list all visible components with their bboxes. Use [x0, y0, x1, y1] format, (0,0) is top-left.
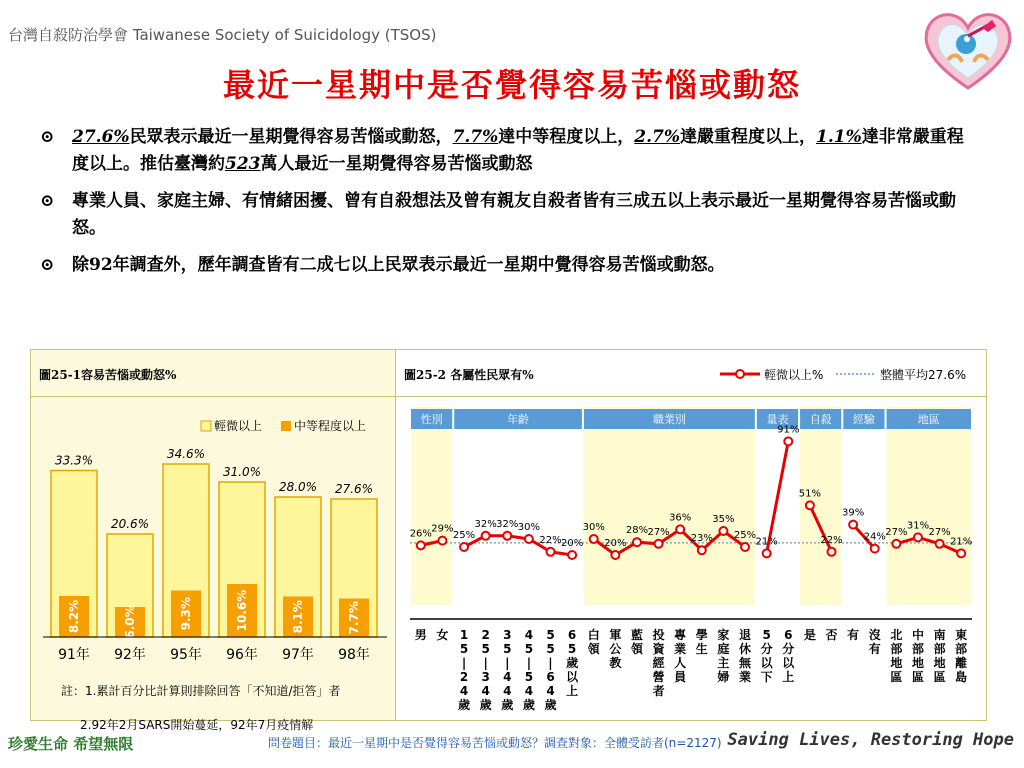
data-label: 32%: [474, 518, 497, 530]
data-point: [763, 549, 771, 557]
bullet-text-run: 達非常嚴重程度以上。推估臺灣約: [72, 127, 964, 174]
category-label: 地: [933, 656, 946, 670]
tsos-logo: [918, 6, 1018, 94]
category-label: 4: [459, 684, 469, 698]
category-label: 軍: [609, 628, 622, 642]
data-label: 31.0%: [222, 465, 262, 479]
category-label: 營: [652, 670, 665, 684]
legend-marker-swatch: [736, 370, 744, 378]
category-label: 家: [717, 628, 730, 642]
data-label: 25%: [733, 530, 757, 541]
stat-value: 27.6%: [72, 127, 130, 147]
bullet-text-run: 達嚴重程度以上，: [680, 127, 817, 147]
category-label: 分: [760, 642, 773, 656]
group-header-label: 年齡: [507, 413, 530, 426]
data-label: 7.7%: [347, 601, 361, 635]
data-label: 27%: [885, 526, 908, 538]
category-label: 3: [503, 628, 512, 642]
category-label: 歲: [566, 656, 579, 670]
category-label: |: [526, 656, 532, 670]
data-label: 34.6%: [166, 447, 206, 461]
category-label: 主: [717, 656, 730, 670]
data-label: 20%: [560, 538, 584, 549]
category-label: 歲: [458, 698, 471, 712]
organization-header: 台灣自殺防治學會 Taiwanese Society of Suicidology (TSOS): [8, 26, 437, 44]
category-label: 下: [760, 670, 773, 684]
bullet-text: 除92年調查外，歷年調查皆有二成七以上民眾表示最近一星期中覺得容易苦惱或動怒。: [72, 255, 725, 275]
data-label: 26%: [409, 528, 432, 540]
data-label: 27%: [928, 526, 951, 538]
data-point: [784, 437, 792, 445]
category-label: 公: [609, 642, 622, 656]
page-title: 最近一星期中是否覺得容易苦惱或動怒: [222, 66, 801, 104]
data-point: [914, 533, 922, 541]
category-label: 部: [911, 642, 924, 656]
data-point: [936, 540, 944, 548]
data-label: 33.3%: [54, 453, 94, 468]
data-point: [438, 537, 446, 545]
category-label: 沒: [868, 628, 881, 642]
data-label: 22%: [539, 534, 562, 546]
category-label: |: [505, 656, 510, 670]
data-point: [611, 551, 619, 559]
category-label: 有: [847, 628, 860, 642]
category-label: 生: [695, 642, 708, 656]
data-point: [460, 543, 468, 551]
category-label: 5: [546, 642, 555, 656]
bullet-point: [40, 252, 970, 279]
category-label: 休: [739, 642, 752, 656]
data-point: [525, 535, 533, 543]
data-point: [568, 551, 576, 559]
category-label: 5: [524, 670, 534, 684]
category-label: 東: [955, 628, 968, 642]
data-point: [806, 501, 814, 509]
category-label: 6: [567, 628, 577, 642]
category-label: 2: [481, 628, 490, 642]
legend-swatch-orange: [281, 421, 291, 431]
data-label: 23%: [690, 533, 713, 545]
category-label: 否: [825, 628, 838, 642]
category-label: 員: [674, 670, 687, 684]
category-label: 6: [546, 670, 555, 684]
category-label: 2: [459, 670, 469, 684]
category-label: 是: [803, 628, 816, 642]
survey-question: 問卷題目：最近一星期中是否覺得容易苦惱或動怒？調查對象：全體受訪者(n=2127): [268, 736, 722, 750]
data-label: 24%: [863, 531, 886, 543]
category-label: 部: [955, 642, 968, 656]
data-point: [503, 532, 511, 540]
category-label: 離: [955, 656, 968, 670]
category-label: 分: [782, 642, 795, 656]
category-label: 1: [459, 628, 469, 642]
category-label: 專: [674, 628, 687, 642]
legend-swatch-light: [201, 421, 211, 431]
bullet-marker: ⊙: [40, 127, 55, 147]
data-label: 51%: [798, 488, 822, 500]
category-label: 98年: [338, 647, 370, 663]
category-label: 4: [503, 670, 512, 684]
category-label: 資: [652, 642, 665, 656]
data-point: [849, 521, 857, 529]
category-label: 教: [609, 656, 622, 670]
data-label: 10.6%: [235, 589, 249, 632]
data-label: 27%: [647, 526, 670, 538]
group-header-label: 職業別: [652, 413, 686, 426]
category-label: 5: [503, 642, 512, 656]
category-label: 91年: [58, 647, 90, 663]
data-label: 20.6%: [110, 517, 150, 531]
category-label: 有: [868, 642, 881, 656]
footer-slogan: 珍愛生命 希望無限: [8, 735, 134, 753]
category-label: 5: [481, 642, 490, 656]
data-label: 21%: [950, 536, 973, 548]
category-label: 4: [524, 684, 534, 698]
legend-avg-label: 整體平均27.6%: [880, 368, 967, 382]
data-label: 91%: [777, 424, 800, 436]
heart-logo-icon: [918, 6, 1018, 94]
category-label: 投: [652, 628, 665, 642]
category-label: 以: [760, 656, 773, 670]
data-point: [698, 546, 706, 554]
category-label: 南: [933, 628, 946, 642]
bullet-text: [72, 124, 970, 178]
bullet-text: 專業人員、家庭主婦、有情緒困擾、曾有自殺想法及曾有親友自殺者皆有三成五以上表示最近一星期覺得容易苦惱或動怒。: [72, 191, 956, 238]
category-label: 以: [782, 656, 795, 670]
category-label: 地: [911, 656, 924, 670]
category-label: 庭: [717, 642, 730, 656]
category-label: 區: [911, 670, 924, 684]
category-label: 上: [566, 684, 579, 698]
stat-value: 1.1%: [816, 127, 862, 147]
data-point: [719, 527, 727, 535]
bullet-text-run: 民眾表示最近一星期覺得容易苦惱或動怒，: [129, 127, 453, 147]
bullet-marker: ⊙: [40, 191, 55, 211]
category-label: 退: [739, 628, 752, 642]
category-label: 男: [414, 628, 427, 642]
category-label: 地: [890, 656, 903, 670]
category-label: |: [548, 656, 553, 670]
category-label: 業: [674, 642, 687, 656]
group-shade: [584, 407, 755, 605]
category-label: |: [461, 656, 467, 670]
category-label: 藍: [630, 628, 643, 642]
data-label: 6.0%: [123, 605, 137, 639]
category-label: 區: [890, 670, 903, 684]
data-point: [633, 538, 641, 546]
bullet-point: [40, 188, 970, 242]
category-label: 區: [933, 670, 946, 684]
category-label: 歲: [501, 698, 514, 712]
line-chart-legend: [718, 366, 978, 386]
category-label: 97年: [282, 647, 314, 663]
chart-note-continued: 2.92年2月SARS開始蔓延，92年7月疫情解: [80, 718, 314, 732]
category-label: 部: [890, 642, 903, 656]
group-shade: [411, 407, 452, 605]
footer-tagline: Saving Lives, Restoring Hope: [727, 730, 1014, 750]
line-chart: [396, 397, 986, 720]
category-label: 部: [933, 642, 946, 656]
data-label: 8.1%: [291, 600, 305, 634]
data-label: 30%: [517, 522, 541, 533]
category-label: 上: [782, 670, 795, 684]
category-label: 人: [674, 656, 687, 670]
bullet-text-run: 萬人最近一星期覺得容易苦惱或動怒: [260, 154, 533, 174]
data-label: 20%: [604, 538, 627, 549]
bar-chart: [31, 397, 395, 720]
category-label: 6: [784, 628, 793, 642]
data-label: 36%: [669, 512, 692, 524]
data-point: [871, 545, 879, 553]
data-point: [892, 540, 900, 548]
group-header-label: 量表: [766, 413, 789, 426]
data-label: 27.6%: [334, 482, 374, 496]
group-header-label: 性別: [420, 413, 443, 426]
category-label: 經: [652, 656, 665, 670]
data-label: 29%: [431, 523, 454, 535]
bullet-point: [40, 124, 970, 178]
legend-label: 輕微以上: [214, 419, 263, 433]
data-label: 21%: [755, 536, 778, 548]
data-point: [482, 532, 490, 540]
category-label: 北: [890, 628, 903, 642]
category-label: 95年: [170, 647, 202, 663]
line-chart-panel: [395, 349, 987, 721]
data-point: [828, 548, 836, 556]
data-label: 8.2%: [67, 599, 81, 634]
line-chart-title: 圖25-2 各屬性民眾有%: [404, 368, 534, 382]
category-label: 中: [911, 628, 924, 642]
data-point: [676, 525, 684, 533]
category-label: 5: [459, 642, 469, 656]
data-label: 22%: [820, 534, 843, 546]
chart-note: 註：1.累計百分比計算則排除回答「不知道/拒答」者: [61, 684, 341, 698]
category-label: 4: [503, 684, 512, 698]
data-label: 32%: [496, 518, 519, 530]
category-label: |: [483, 656, 488, 670]
category-label: 5: [762, 628, 771, 642]
category-label: 4: [524, 628, 534, 642]
category-label: 5: [567, 642, 577, 656]
bar-legend: [201, 418, 366, 433]
category-label: 歲: [522, 698, 535, 712]
stat-value: 523: [225, 154, 261, 174]
category-label: 歲: [544, 698, 557, 712]
category-label: 以: [566, 670, 579, 684]
group-header-label: 自殺: [809, 413, 832, 426]
bar-chart-title: 圖25-1容易苦惱或動怒%: [39, 368, 177, 382]
data-point: [957, 549, 965, 557]
stat-value: 2.7%: [634, 127, 681, 147]
category-label: 者: [652, 684, 665, 698]
category-label: 92年: [114, 647, 146, 663]
data-label: 25%: [452, 530, 476, 541]
category-label: 白: [587, 628, 600, 642]
data-point: [655, 540, 663, 548]
category-label: 島: [955, 670, 968, 684]
category-label: 3: [481, 670, 490, 684]
group-shade: [887, 407, 971, 605]
category-label: 96年: [226, 647, 258, 663]
bullet-text-run: 達中等程度以上，: [498, 127, 635, 147]
legend-label: 中等程度以上: [294, 419, 367, 433]
data-label: 9.3%: [179, 597, 193, 631]
bullet-marker: ⊙: [40, 255, 55, 275]
bar-chart-panel: [30, 349, 396, 721]
legend-line-label: 輕微以上%: [764, 368, 824, 382]
data-label: 28%: [625, 525, 649, 537]
data-point: [741, 543, 749, 551]
data-point: [417, 541, 425, 549]
data-label: 30%: [582, 522, 605, 533]
category-label: 5: [524, 642, 534, 656]
category-label: 領: [630, 642, 643, 656]
category-label: 4: [546, 684, 555, 698]
data-label: 35%: [712, 514, 735, 525]
category-label: 無: [739, 656, 752, 670]
category-label: 5: [546, 628, 555, 642]
group-header-label: 地區: [917, 413, 940, 426]
data-point: [547, 548, 555, 556]
category-label: 領: [587, 642, 600, 656]
category-label: 歲: [479, 698, 492, 712]
category-label: 學: [695, 628, 708, 642]
category-label: 業: [739, 670, 752, 684]
data-label: 28.0%: [278, 480, 318, 494]
category-label: 女: [436, 628, 449, 642]
stat-value: 7.7%: [452, 127, 499, 147]
data-point: [590, 535, 598, 543]
group-header-label: 經驗: [852, 413, 875, 426]
category-label: 4: [481, 684, 490, 698]
data-label: 31%: [906, 520, 930, 532]
data-label: 39%: [841, 507, 865, 519]
category-label: 婦: [717, 670, 730, 684]
